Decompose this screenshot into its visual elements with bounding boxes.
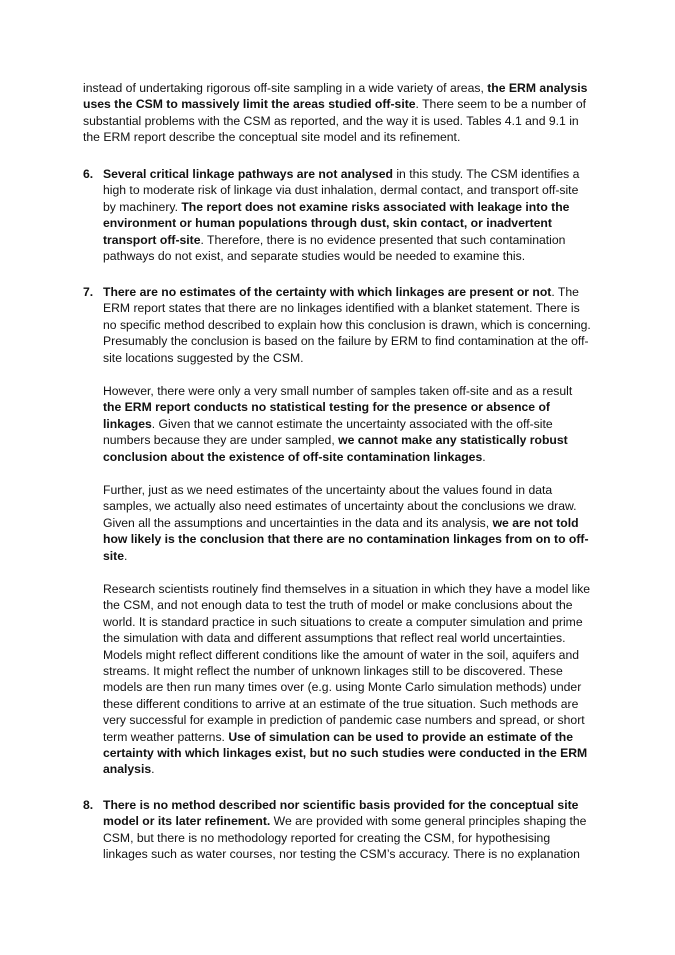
item-7-p4-text-1: Research scientists routinely find themselves in a situation in which they have a model like the CSM, and not enough data to test the truth of model or make conclusions about the world. It is standard practice in such situations to create a computer simulation and prime the simulation with data and different assumptions that reflect real world uncertainties. Models might reflect different conditions like the amount of water in the soil, aquifers and streams. It might reflect the number of unknown linkages still to be discovered. These models are then run many times over (e.g. using Monte Carlo simulation methods) under these different conditions to arrive at an estimate of the true situation. Such methods are very successful for example in prediction of pandemic case numbers and spread, or short term weather patterns. [103, 582, 591, 744]
item-7-p3-bold-1: we are not told how likely is the conclusion that there are no contamination linkages from on to off-site [103, 515, 589, 563]
item-7-paragraph-2 [103, 383, 593, 465]
intro-text-1: instead of undertaking rigorous off-site sampling in a wide variety of areas, [83, 81, 488, 95]
item-7-p4-text-2: . [151, 762, 155, 777]
item-8-text-1: We are provided with some general principles shaping the CSM, but there is no methodology reported for creating the CSM, for hypothesising linkages such as water courses, nor testing the CSM’s accuracy. There is no explanation [103, 814, 587, 862]
item-7-bold-1: There are no estimates of the certainty with which linkages are present or not [103, 285, 552, 299]
item-6-text-1: in this study. The CSM identifies a high to moderate risk of linkage via dust inhalation, dermal contact, and transport off-site by machinery. [103, 167, 580, 214]
item-6-text-2: . Therefore, there is no evidence presented that such contamination pathways do not exist, and separate studies would be needed to examine this. [103, 232, 566, 264]
item-8-paragraph [103, 797, 593, 863]
intro-text-2: . There seem to be a number of substantial problems with the CSM as reported, and the way it is used. Tables 4.1 and 9.1 in the ERM report describe the conceptual site model and its refinement. [83, 97, 587, 145]
item-7-p4-bold-1: Use of simulation can be used to provide an estimate of the certainty with which linkages exist, but no such studies were conducted in the ERM analysis [103, 729, 588, 777]
item-7-p2-bold-2: we cannot make any statistically robust conclusion about the existence of off-site contamination linkages [103, 433, 568, 464]
item-7-text-1: . The ERM report states that there are no linkages identified with a blanket statement. There is no specific method described to explain how this conclusion is drawn, which is concerning. Presumably the conclusion is based on the failure by ERM to find contamination at the off-site locations suggested by the CSM. [103, 285, 591, 365]
item-7-p2-text-2: . Given that we cannot estimate the uncertainty associated with the off-site numbers because they are under sampled, [103, 416, 553, 448]
item-6-bold-1: Several critical linkage pathways are not analysed [103, 167, 393, 181]
item-7-p3-text-2: . [124, 548, 128, 563]
intro-paragraph [83, 80, 593, 146]
item-7-p2-bold-1: the ERM report conducts no statistical testing for the presence or absence of linkages [103, 400, 550, 431]
item-7-paragraph-3 [103, 482, 593, 564]
item-7-p3-text-1: Further, just as we need estimates of the uncertainty about the values found in data samples, we actually also need estimates of uncertainty about the conclusions we draw. Given all the assumptions and uncertainties in the data and its analysis, [103, 483, 577, 530]
item-7-p2-text-3: . [482, 449, 486, 464]
item-6-paragraph [103, 166, 593, 264]
item-7-paragraph-4 [103, 581, 593, 778]
item-6-number: 6. [83, 167, 94, 181]
item-7-p2-text-1: However, there were only a very small number of samples taken off-site and as a result [103, 384, 573, 398]
intro-bold-1: the ERM analysis uses the CSM to massively limit the areas studied off-site [83, 81, 588, 112]
item-8-bold-1: There is no method described nor scientific basis provided for the conceptual site model or its later refinement. [103, 798, 579, 829]
item-7-paragraph-1 [103, 284, 593, 366]
item-8-number: 8. [83, 798, 94, 812]
item-7-number: 7. [83, 285, 94, 299]
item-6-bold-2: The report does not examine risks associated with leakage into the environment or human populations through dust, skin contact, or inadvertent transport off-site [103, 199, 570, 247]
